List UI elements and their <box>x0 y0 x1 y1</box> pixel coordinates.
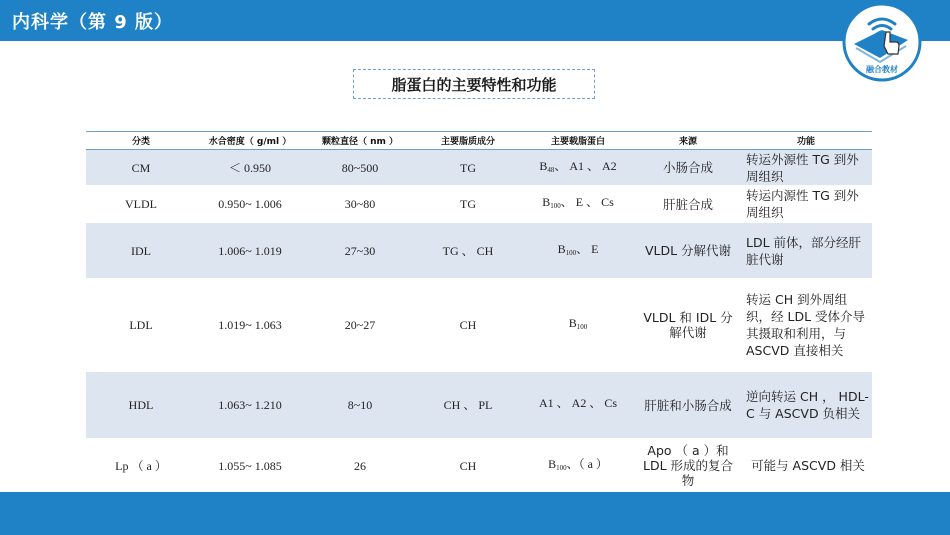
col-header: 水合密度（ g/ml ） <box>196 132 304 150</box>
cell-density: 1.006~ 1.019 <box>196 223 304 279</box>
cell-source: VLDL 分解代谢 <box>636 223 740 279</box>
logo <box>842 2 922 82</box>
cell-diameter: 20~27 <box>304 279 416 372</box>
lipoprotein-table <box>86 131 872 493</box>
cell-apo: $B_{100}$、 E 、 Cs <box>520 186 636 223</box>
cell-lipid: CH <box>416 439 520 493</box>
logo-text: 融合教材 <box>866 65 898 74</box>
table-row <box>86 439 872 493</box>
cell-diameter: 8~10 <box>304 372 416 439</box>
cell-density: 1.019~ 1.063 <box>196 279 304 372</box>
col-header: 来源 <box>636 132 740 150</box>
cell-function: LDL 前体，部分经肝脏代谢 <box>740 223 872 279</box>
cell-lipid: CH 、 PL <box>416 372 520 439</box>
table-header-row <box>86 132 872 150</box>
cell-function: 转运外源性 TG 到外周组织 <box>740 150 872 186</box>
col-header: 主要载脂蛋白 <box>520 132 636 150</box>
cell-diameter: 80~500 <box>304 150 416 186</box>
cell-function: 转运 CH 到外周组织，经 LDL 受体介导其摄取和利用，与 ASCVD 直接相关 <box>740 279 872 372</box>
cell-diameter: 26 <box>304 439 416 493</box>
cell-class: LDL <box>86 279 196 372</box>
cell-apo: A1 、 A2 、 Cs <box>520 372 636 439</box>
table-row <box>86 223 872 279</box>
table-row <box>86 150 872 186</box>
cell-density: 1.063~ 1.210 <box>196 372 304 439</box>
cell-class: CM <box>86 150 196 186</box>
cell-function: 可能与 ASCVD 相关 <box>740 439 872 493</box>
cell-source: Apo （ a ）和 LDL 形成的复合物 <box>636 439 740 493</box>
cell-apo: $B_{100}$ <box>520 279 636 372</box>
cell-apo: $B_{100}$、（ a ） <box>520 439 636 493</box>
bottom-bar <box>0 492 950 535</box>
col-header: 功能 <box>740 132 872 150</box>
cell-class: Lp （ a ） <box>86 439 196 493</box>
cell-source: 肝脏合成 <box>636 186 740 223</box>
col-header: 分类 <box>86 132 196 150</box>
cell-class: VLDL <box>86 186 196 223</box>
cell-class: HDL <box>86 372 196 439</box>
cell-diameter: 27~30 <box>304 223 416 279</box>
cell-density: 0.950~ 1.006 <box>196 186 304 223</box>
col-header: 颗粒直径（ nm ） <box>304 132 416 150</box>
cell-density: 1.055~ 1.085 <box>196 439 304 493</box>
cell-lipid: TG 、 CH <box>416 223 520 279</box>
table-row <box>86 372 872 439</box>
cell-source: 小肠合成 <box>636 150 740 186</box>
cell-lipid: TG <box>416 150 520 186</box>
cell-diameter: 30~80 <box>304 186 416 223</box>
cell-source: VLDL 和 IDL 分解代谢 <box>636 279 740 372</box>
cell-apo: $B_{100}$、 E <box>520 223 636 279</box>
top-bar <box>0 0 950 41</box>
section-heading: 脂蛋白的主要特性和功能 <box>353 69 595 99</box>
col-header: 主要脂质成分 <box>416 132 520 150</box>
cell-class: IDL <box>86 223 196 279</box>
cell-lipid: CH <box>416 279 520 372</box>
cell-function: 逆向转运 CH ， HDL-C 与 ASCVD 负相关 <box>740 372 872 439</box>
table-row <box>86 186 872 223</box>
cell-lipid: TG <box>416 186 520 223</box>
cell-apo: $B_{48}$、 A1 、 A2 <box>520 150 636 186</box>
cell-function: 转运内源性 TG 到外周组织 <box>740 186 872 223</box>
cell-density: ＜ 0.950 <box>196 150 304 186</box>
cell-source: 肝脏和小肠合成 <box>636 372 740 439</box>
table-row <box>86 279 872 372</box>
book-title: 内科学（第 9 版） <box>12 12 174 33</box>
